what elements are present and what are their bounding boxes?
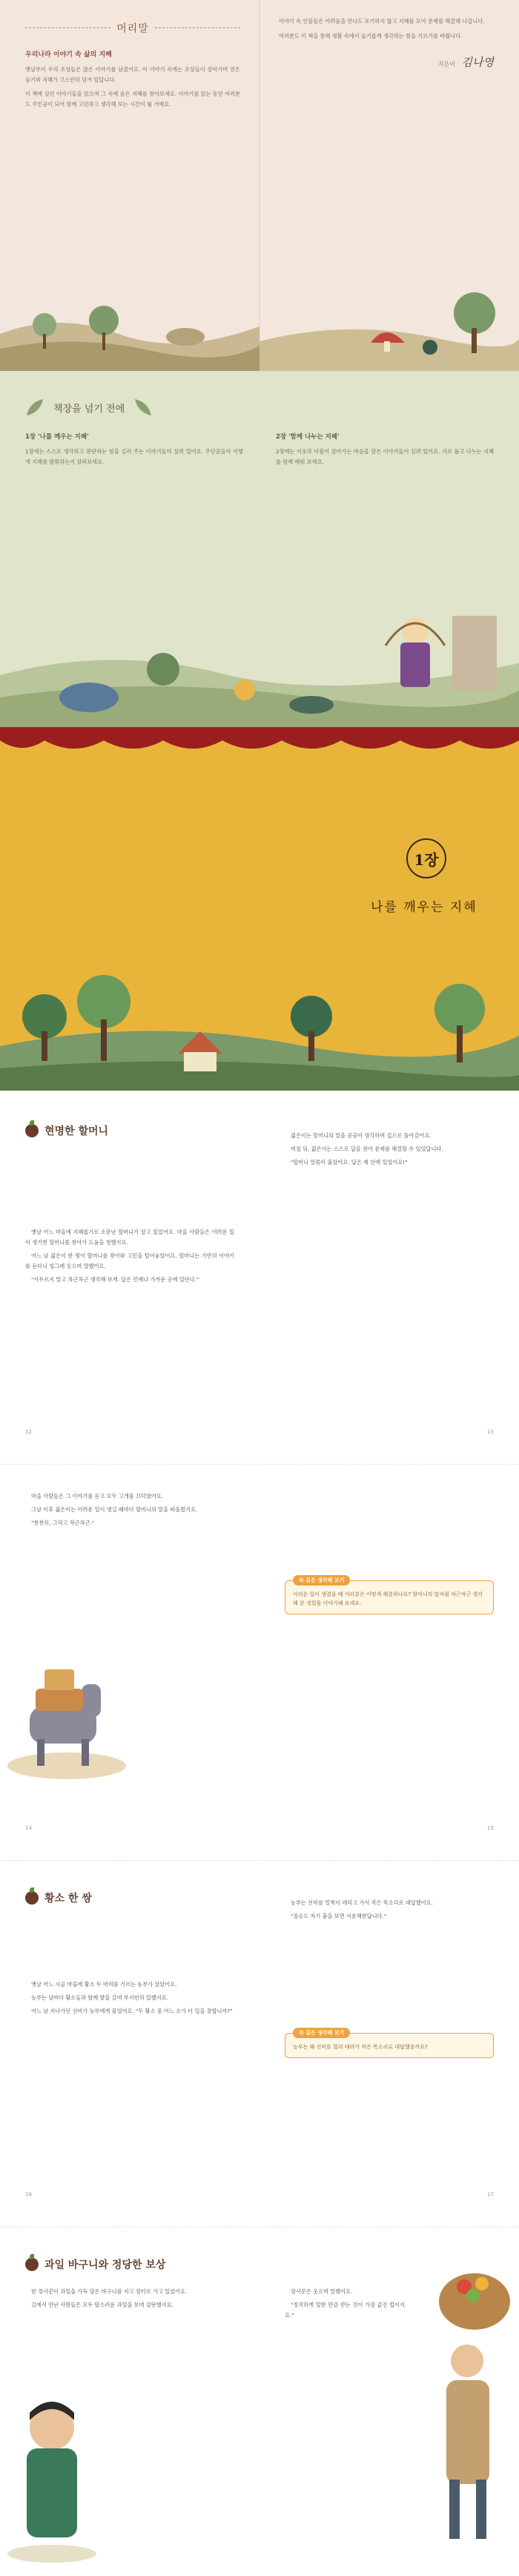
donkey-illustration (0, 1640, 133, 1788)
story3-left-page (0, 2257, 260, 2576)
intro-subtitle: 우리나라 이야기 속 삶의 지혜 (25, 51, 112, 59)
story-paragraph: 옛날 어느 시골 마을에 황소 두 마리를 기르는 농부가 살았어요. (31, 1981, 177, 1988)
story-paragraph: "짐승도 자기 흉을 보면 서운해한답니다." (291, 1913, 387, 1919)
author-signature: 김나영 (461, 56, 494, 69)
story-paragraph: "천천히, 그리고 차근차근." (31, 1519, 95, 1526)
story3-right-page (260, 2257, 519, 2576)
author-signature-line (279, 54, 494, 70)
before-reading-col-title: 2장 '함께 나누는 지혜' (276, 433, 340, 441)
spread-divider (0, 1850, 519, 1861)
page-number: 15 (487, 1825, 494, 1831)
curtain-decoration (0, 727, 519, 755)
mushroom-illustration (260, 260, 519, 371)
intro-paragraph: 여러분도 이 책을 통해 생활 속에서 슬기롭게 생각하는 힘을 기르기를 바랍니다. (279, 32, 463, 39)
story-paragraph: 그날 이후 젊은이는 어려운 일이 생길 때마다 할머니의 말을 떠올렸지요. (31, 1506, 198, 1513)
chestnut-icon (25, 2258, 39, 2271)
story-paragraph: 옛날 어느 마을에 지혜롭기로 소문난 할머니가 살고 있었어요. 마을 사람들은 어려운 일이 생기면 할머니를 찾아가 도움을 청했지요. (25, 1229, 234, 1246)
page-number: 16 (25, 2192, 32, 2198)
page-number: 13 (487, 1429, 494, 1435)
intro-paragraph: 옛날부터 우리 조상들은 많은 이야기를 남겼어요. 이 이야기 속에는 조상들이 살아가며 얻은 슬기와 지혜가 고스란히 담겨 있답니다. (25, 66, 240, 83)
story-paragraph: 마을 사람들은 그 이야기를 듣고 모두 고개를 끄덕였어요. (31, 1493, 163, 1499)
story3-heading (25, 2257, 234, 2272)
story1-right-text (285, 1131, 494, 1168)
story1b-left-page (0, 1491, 260, 1850)
fruit-seller-illustration (408, 2257, 519, 2576)
chapter-number-badge: 1장 (406, 838, 446, 878)
story-paragraph: "정직하게 일한 만큼 받는 것이 가장 값진 법이지요." (285, 2301, 405, 2319)
story-paragraph: 어느 날 젊은이 한 명이 할머니를 찾아와 고민을 털어놓았어요. 할머니는 가만히 이야기를 듣더니 빙그레 웃으며 말했어요. (25, 1252, 234, 1269)
story-paragraph: 한 장사꾼이 과일을 가득 담은 바구니를 지고 장터로 가고 있었어요. (31, 2288, 188, 2295)
intro-right-body (279, 16, 494, 41)
note-text: 어려운 일이 생겼을 때 여러분은 어떻게 해결하나요? 할머니의 말처럼 차근차근 생각해 본 경험을 이야기해 보세요. (293, 1591, 483, 1606)
page-number: 14 (25, 1825, 32, 1831)
story2-right-page (260, 1890, 519, 2217)
think-note-box (285, 2030, 494, 2058)
before-reading-column (25, 432, 243, 467)
story3-title: 과일 바구니와 정당한 보상 (44, 2259, 166, 2271)
note-tag: 속 깊은 생각해 보기 (293, 1575, 350, 1586)
story-paragraph: 길에서 만난 사람들은 모두 탐스러운 과일을 보며 감탄했지요. (31, 2301, 173, 2308)
chapter-opener-spread (0, 727, 519, 1091)
story-paragraph: 농부는 선비를 멀찍이 데리고 가서 작은 목소리로 대답했어요. (291, 1899, 433, 1906)
intro-paragraph: 이야기 속 인물들은 어려움을 만나도 포기하지 않고 지혜를 모아 문제를 해결해 나갑니다. (279, 18, 485, 24)
village-scene-illustration (0, 586, 519, 727)
before-reading-column (276, 432, 494, 467)
vine-decoration (25, 27, 110, 29)
intro-spread (0, 0, 519, 371)
intro-left-page (0, 0, 260, 371)
intro-heading (25, 21, 240, 36)
think-note-box (285, 1577, 494, 1614)
intro-body (25, 65, 240, 109)
story1b-text (25, 1491, 234, 1528)
forest-village-illustration (0, 927, 519, 1091)
page-number: 12 (25, 1429, 32, 1435)
story2-title: 황소 한 쌍 (44, 1893, 92, 1905)
spread-divider (0, 2217, 519, 2227)
intro-right-page (260, 0, 519, 371)
story2-spread (0, 1861, 519, 2217)
story-paragraph: 농부는 날마다 황소들과 함께 밭을 갈며 부지런히 일했지요. (31, 1994, 168, 2001)
story-paragraph: 젊은이는 할머니의 말을 곰곰이 생각하며 집으로 돌아갔어요. (291, 1132, 432, 1139)
vine-decoration (155, 27, 240, 29)
before-reading-banner-row (0, 371, 519, 417)
story-paragraph: 어느 날 지나가던 선비가 농부에게 물었어요. "두 황소 중 어느 소가 더 일을 잘합니까?" (31, 2008, 233, 2014)
story-paragraph: 장사꾼은 웃으며 말했어요. (291, 2288, 353, 2295)
intro-paragraph: 이 책에 실린 이야기들을 읽으며 그 속에 숨은 지혜를 찾아보세요. 이야기를 읽는 동안 여러분도 주인공이 되어 함께 고민하고 생각해 보는 시간이 될 거예요. (25, 91, 240, 108)
intro-heading-label: 머리말 (116, 23, 149, 35)
spread-divider (0, 1454, 519, 1465)
story1-title: 현명한 할머니 (44, 1126, 109, 1137)
story1-text (25, 1227, 234, 1285)
before-reading-spread (0, 371, 519, 727)
story-paragraph: "할머니 말씀이 옳았어요. 답은 제 안에 있었어요!" (291, 1159, 408, 1166)
story2-left-page (0, 1890, 260, 2217)
story-paragraph: 며칠 뒤, 젊은이는 스스로 답을 찾아 문제를 해결할 수 있었답니다. (291, 1146, 443, 1152)
story1-heading (25, 1123, 234, 1138)
story1-left-page (0, 1123, 260, 1454)
sign-label: 지은이 (437, 61, 455, 68)
meadow-illustration (0, 282, 260, 371)
story2-right-text (285, 1898, 494, 1922)
chestnut-icon (25, 1891, 39, 1905)
leaf-ornament-icon (25, 398, 44, 417)
leaf-ornament-icon (133, 398, 153, 417)
before-reading-col-text: 2장에는 이웃과 더불어 살아가는 마음을 담은 이야기들이 실려 있어요. 서로 돕고 나누는 지혜를 함께 배워 보세요. (276, 448, 494, 465)
story3-spread (0, 2227, 519, 2576)
chapter-title: 나를 깨우는 지혜 (371, 900, 477, 915)
before-reading-banner: 책장을 넘기 전에 (53, 403, 125, 415)
story1b-spread (0, 1465, 519, 1850)
before-reading-col-text: 1장에는 스스로 생각하고 판단하는 힘을 길러 주는 이야기들이 실려 있어요. 주인공들이 어떻게 지혜를 발휘하는지 살펴보세요. (25, 448, 243, 465)
story3-text (25, 2287, 234, 2310)
page-number: 17 (487, 2192, 494, 2198)
before-reading-col-title: 1장 '나를 깨우는 지혜' (25, 433, 89, 441)
story1-right-page (260, 1123, 519, 1454)
story1b-right-page (260, 1491, 519, 1850)
before-reading-columns (0, 417, 519, 467)
story-paragraph: "서두르지 말고 차근차근 생각해 보게. 답은 언제나 가까운 곳에 있단다." (31, 1276, 199, 1283)
story1-spread (0, 1091, 519, 1454)
worried-man-illustration (0, 2383, 96, 2569)
note-tag: 속 깊은 생각해 보기 (293, 2028, 350, 2038)
chestnut-icon (25, 1124, 39, 1137)
story2-heading (25, 1890, 234, 1905)
story2-text (25, 1979, 234, 2017)
note-text: 농부는 왜 선비를 멀리 데려가 작은 목소리로 대답했을까요? (293, 2044, 428, 2050)
